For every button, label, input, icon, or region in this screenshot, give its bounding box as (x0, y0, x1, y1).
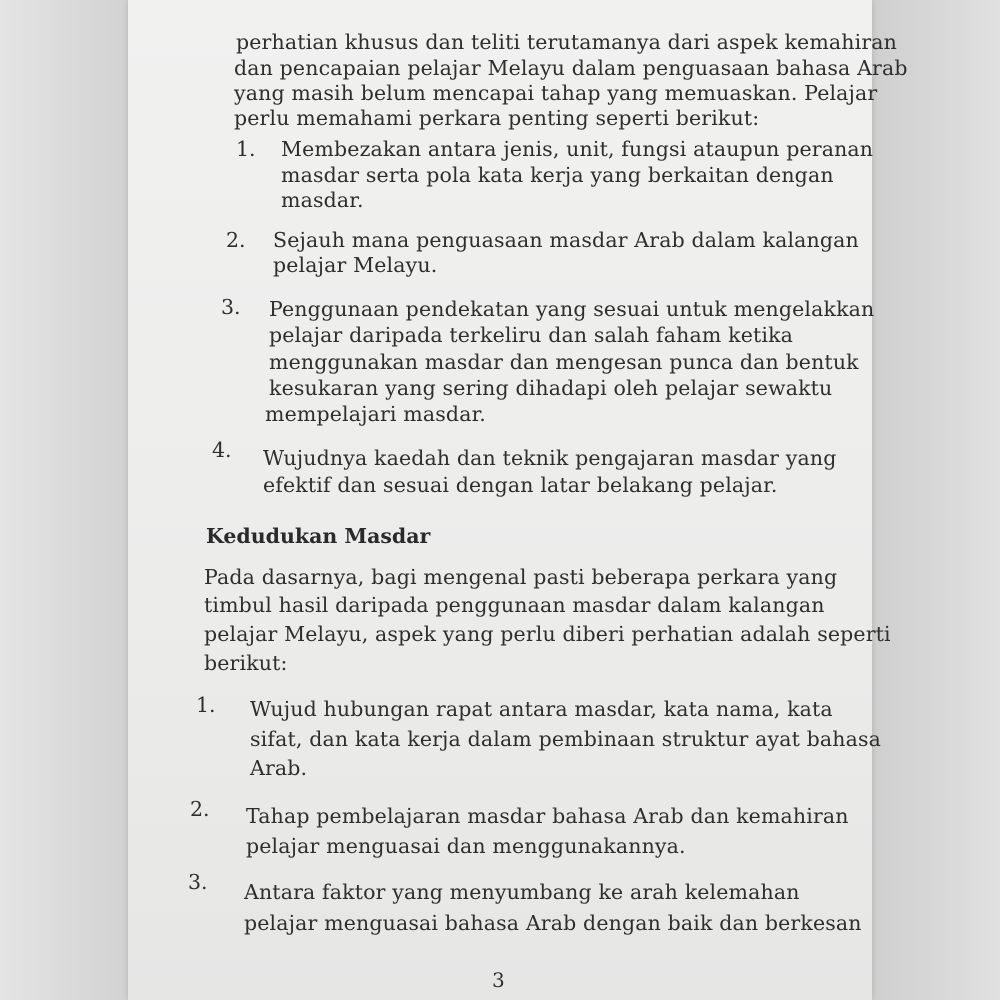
list-item-line: Wujud hubungan rapat antara masdar, kata nama, kata (250, 697, 833, 721)
list-item-number: 3. (221, 295, 241, 319)
list-item-line: Sejauh mana penguasaan masdar Arab dalam kalangan (273, 228, 859, 252)
list-item-line: mempelajari masdar. (265, 402, 486, 426)
intro-line: perlu memahami perkara penting seperti berikut: (234, 106, 760, 130)
list-item-line: Wujudnya kaedah dan teknik pengajaran masdar yang (263, 446, 837, 470)
list-item-line: pelajar daripada terkeliru dan salah faham ketika (269, 323, 794, 347)
list-item-number: 3. (188, 870, 208, 894)
list-item-line: efektif dan sesuai dengan latar belakang pelajar. (263, 473, 778, 497)
paragraph-line: Pada dasarnya, bagi mengenal pasti beberapa perkara yang (204, 565, 838, 589)
intro-line: yang masih belum mencapai tahap yang memuaskan. Pelajar (234, 81, 878, 105)
paragraph-line: pelajar Melayu, aspek yang perlu diberi perhatian adalah seperti (204, 622, 891, 646)
section-heading: Kedudukan Masdar (206, 524, 431, 548)
list-item-number: 4. (212, 438, 232, 462)
list-item-line: Tahap pembelajaran masdar bahasa Arab dan kemahiran (246, 804, 849, 828)
list-item-number: 2. (190, 797, 210, 821)
intro-line: perhatian khusus dan teliti terutamanya dari aspek kemahiran (236, 30, 898, 54)
page-number: 3 (492, 968, 505, 992)
list-item-line: Penggunaan pendekatan yang sesuai untuk mengelakkan (269, 297, 875, 321)
list-item-line: Membezakan antara jenis, unit, fungsi ataupun peranan (281, 137, 874, 161)
list-item-line: pelajar menguasai bahasa Arab dengan baik dan berkesan (244, 911, 862, 935)
intro-line: dan pencapaian pelajar Melayu dalam penguasaan bahasa Arab (234, 56, 908, 80)
list-item-line: masdar serta pola kata kerja yang berkaitan dengan (281, 163, 834, 187)
list-item-number: 2. (226, 228, 246, 252)
list-item-line: sifat, dan kata kerja dalam pembinaan struktur ayat bahasa (250, 727, 882, 751)
list-item-line: masdar. (281, 188, 364, 212)
list-item-line: kesukaran yang sering dihadapi oleh pelajar sewaktu (269, 376, 833, 400)
list-item-line: Antara faktor yang menyumbang ke arah kelemahan (244, 880, 800, 904)
list-item-number: 1. (236, 137, 256, 161)
paragraph-line: timbul hasil daripada penggunaan masdar dalam kalangan (204, 593, 825, 617)
list-item-line: Arab. (250, 756, 308, 780)
list-item-line: menggunakan masdar dan mengesan punca dan bentuk (269, 350, 859, 374)
list-item-line: pelajar menguasai dan menggunakannya. (246, 834, 686, 858)
list-item-line: pelajar Melayu. (273, 253, 438, 277)
paragraph-line: berikut: (204, 651, 288, 675)
list-item-number: 1. (196, 693, 216, 717)
